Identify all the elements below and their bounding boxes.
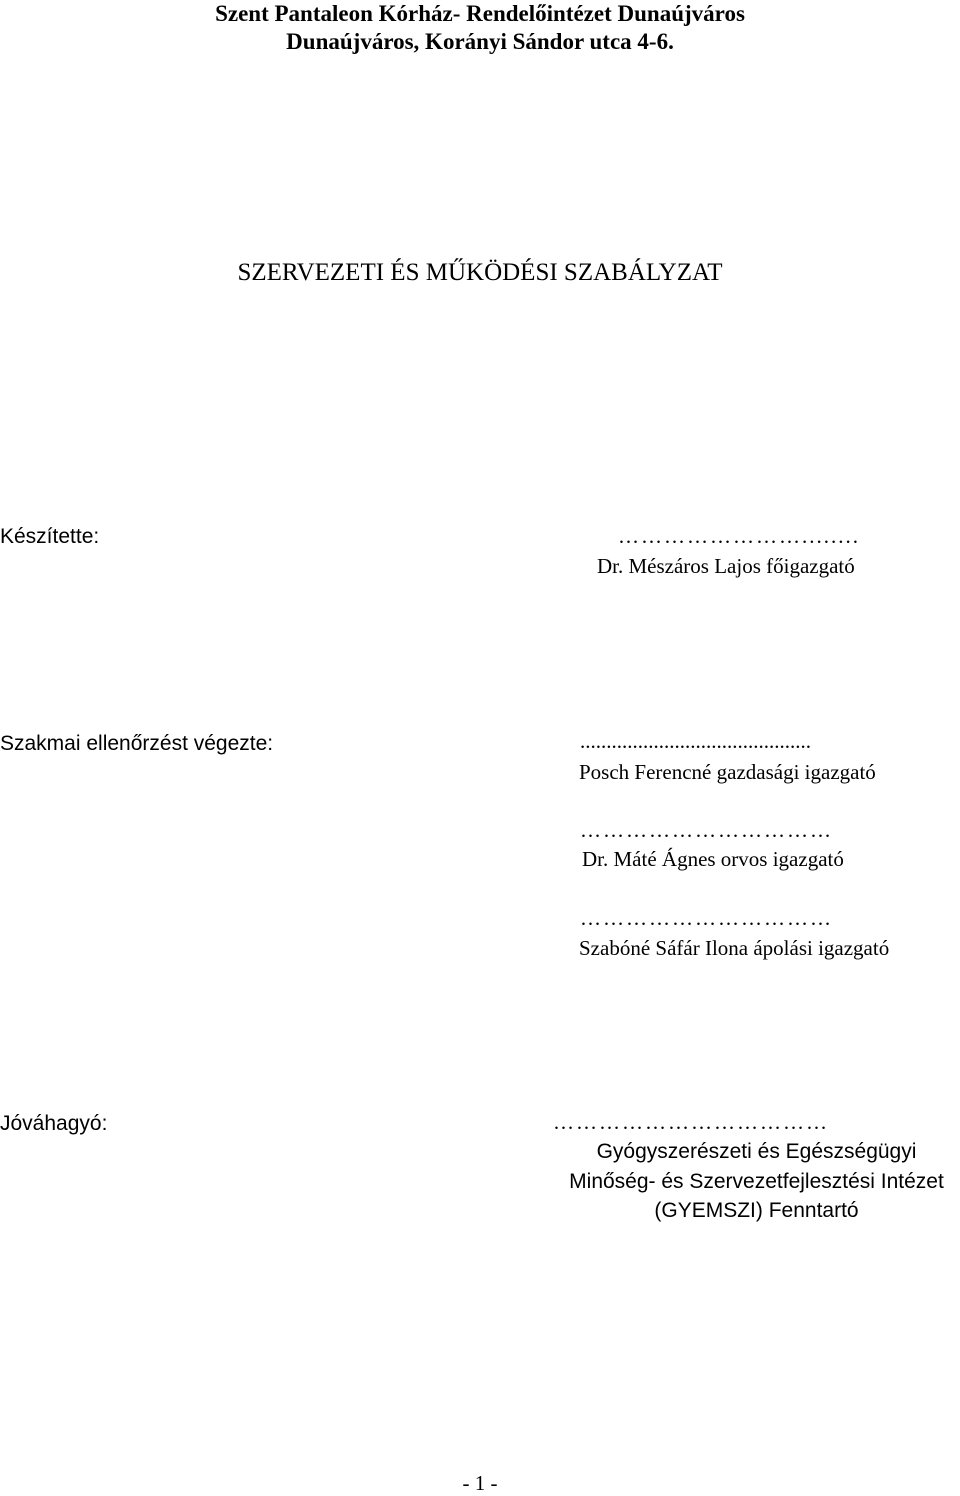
approved-by-name-line-1: Gyógyszerészeti és Egészségügyi	[596, 1140, 917, 1163]
reviewer-2-name: Dr. Máté Ágnes orvos igazgató	[582, 847, 844, 871]
prepared-by-signature-line: ……………………........	[618, 524, 860, 548]
professional-review-label: Szakmai ellenőrzést végezte:	[0, 732, 274, 755]
prepared-by-label: Készítette:	[0, 525, 100, 548]
reviewer-1-signature-line: ............................................	[580, 729, 811, 753]
approved-by-label: Jóváhagyó:	[0, 1112, 108, 1135]
prepared-by-name: Dr. Mészáros Lajos főigazgató	[597, 554, 855, 578]
institution-name: Szent Pantaleon Kórház- Rendelőintézet Dunaújváros	[215, 1, 745, 26]
reviewer-3-name: Szabóné Sáfár Ilona ápolási igazgató	[579, 936, 890, 960]
reviewer-3-signature-line: ……………………………	[580, 906, 833, 930]
approved-by-name-line-2: Minőség- és Szervezetfejlesztési Intézet	[569, 1170, 944, 1193]
page-number: - 1 -	[462, 1471, 498, 1495]
reviewer-1-name: Posch Ferencné gazdasági igazgató	[579, 760, 876, 784]
institution-address: Dunaújváros, Korányi Sándor utca 4-6.	[286, 29, 674, 54]
document-title: SZERVEZETI ÉS MŰKÖDÉSI SZABÁLYZAT	[237, 259, 723, 286]
approved-by-name-line-3: (GYEMSZI) Fenntartó	[654, 1199, 859, 1222]
approved-by-signature-line: ………………………………	[553, 1110, 829, 1134]
reviewer-2-signature-line: ……………………………	[580, 818, 833, 842]
